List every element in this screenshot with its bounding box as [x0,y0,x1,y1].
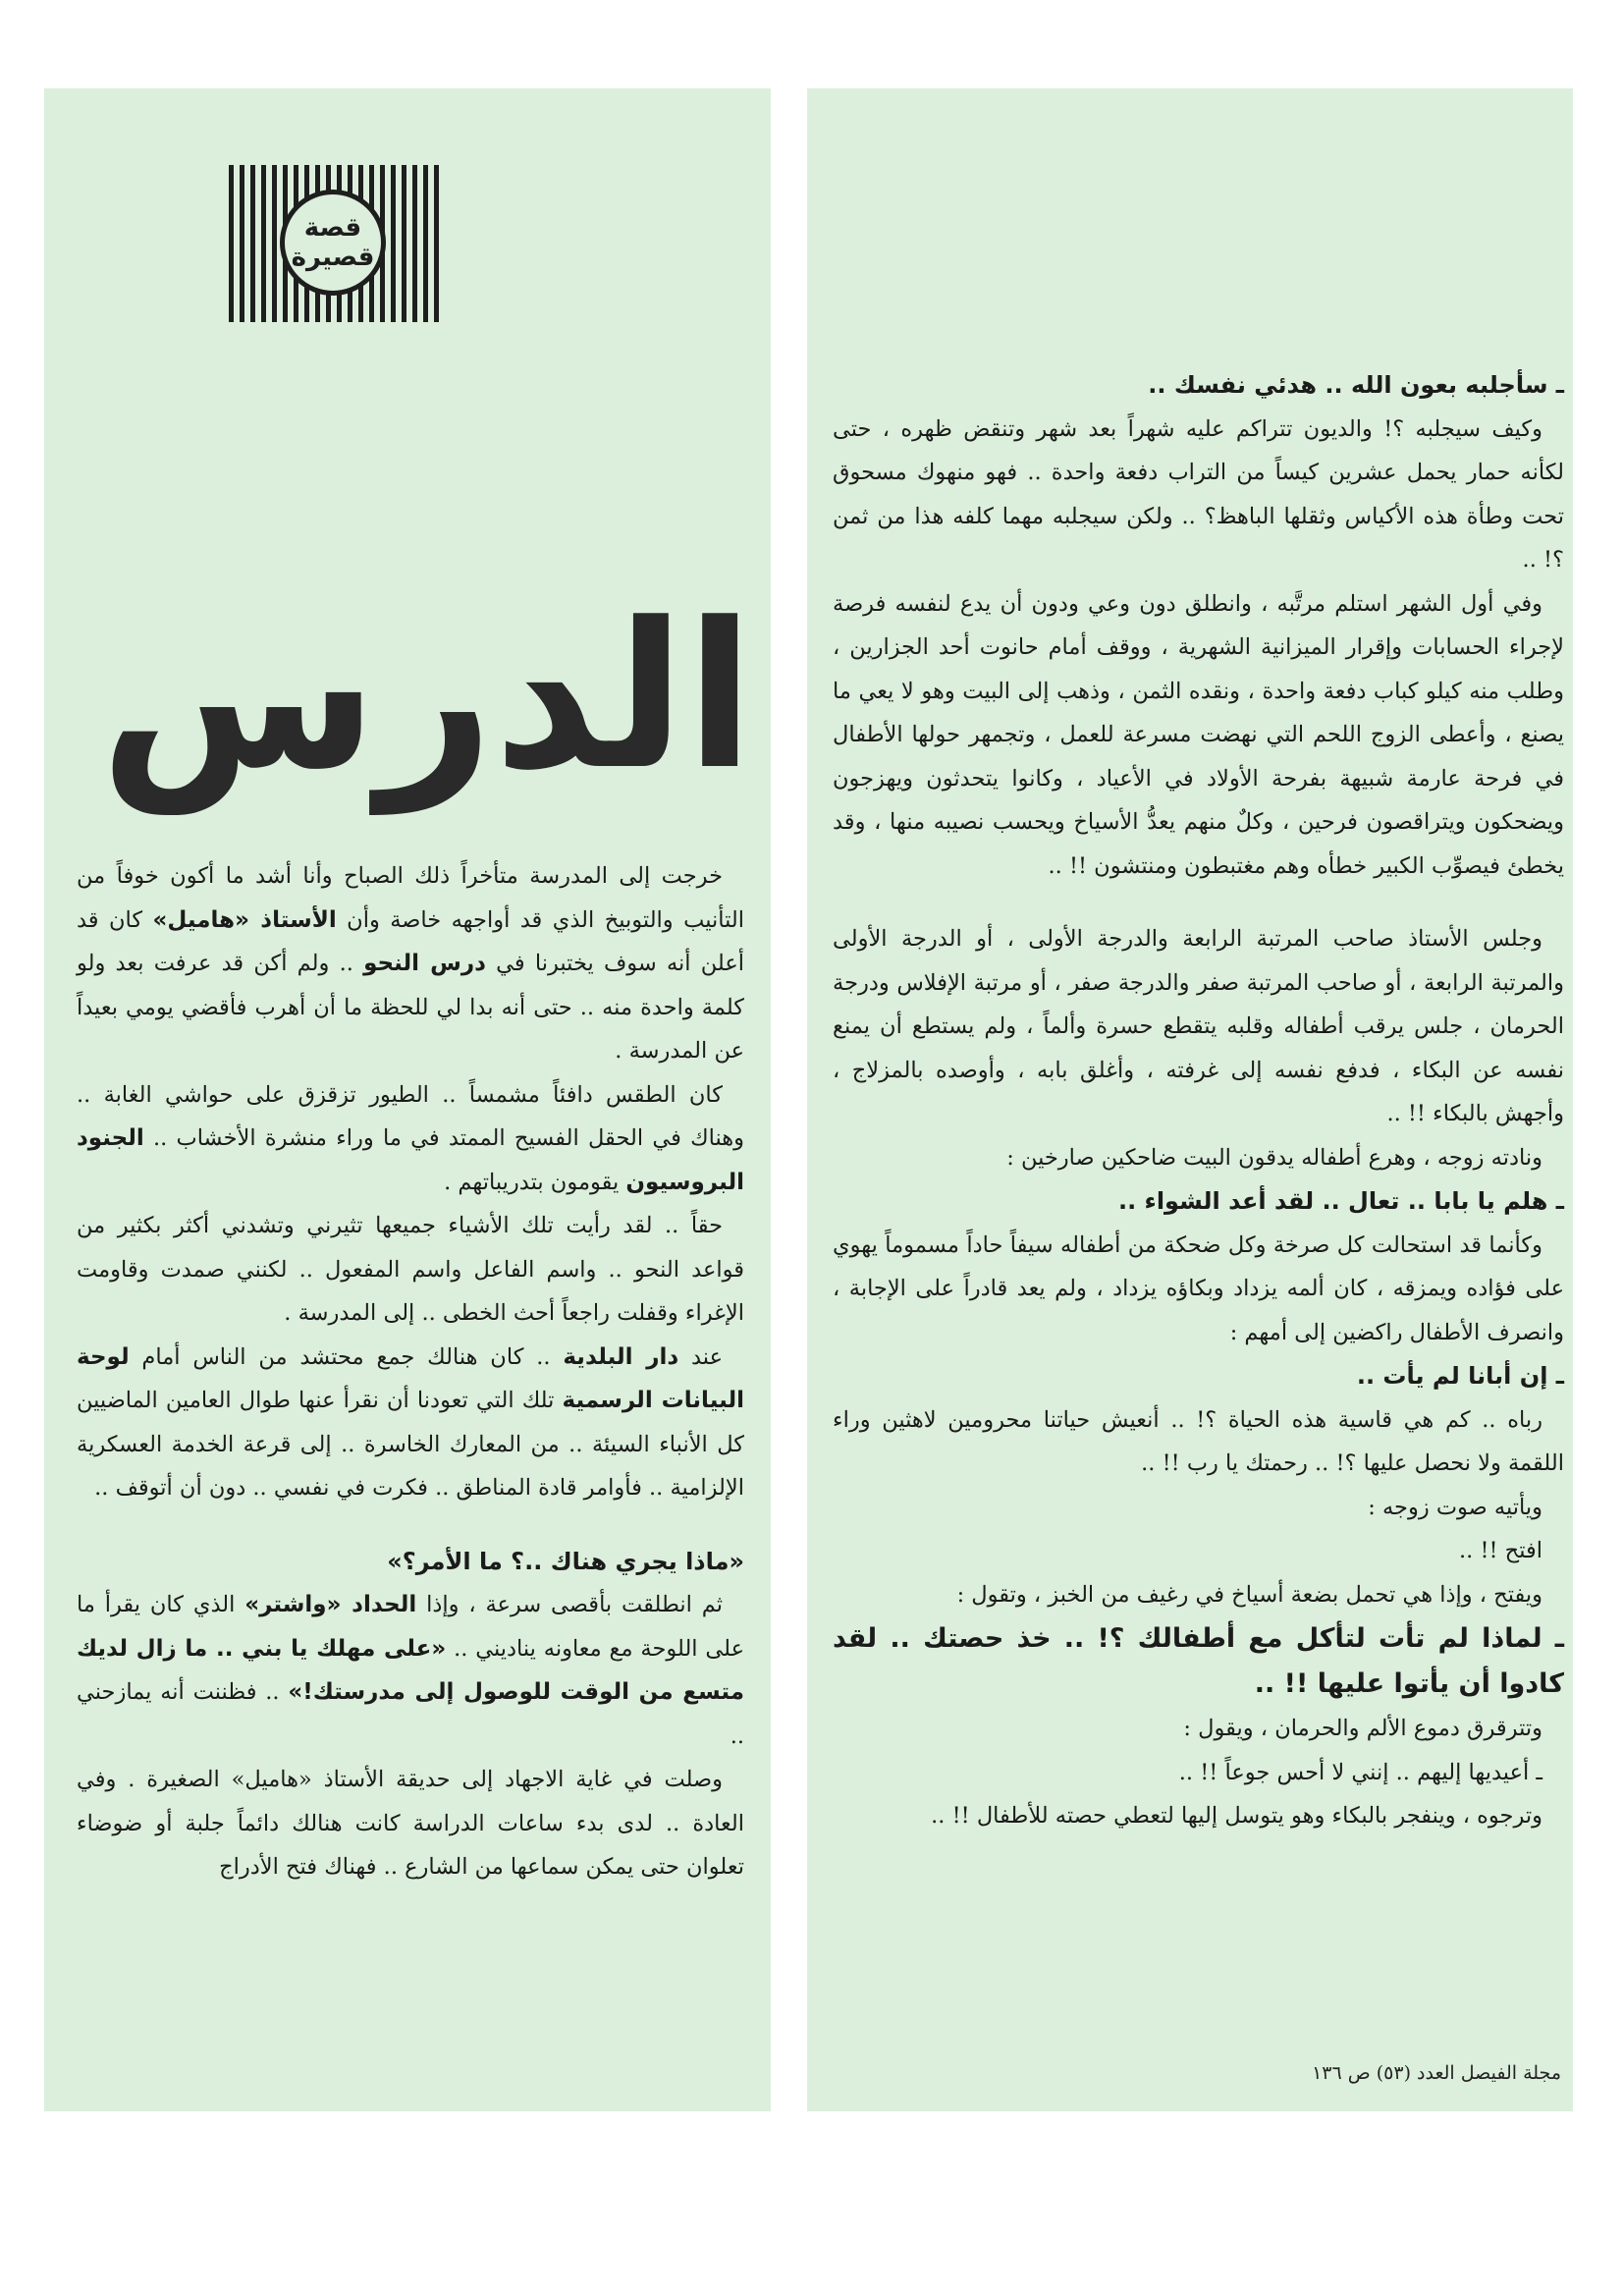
story-title: الدرس [99,579,755,814]
dialogue-line: ـ لماذا لم تأت لتأكل مع أطفالك ؟! .. خذ حصتك .. لقد كادوا أن يأتوا عليها !! .. [833,1623,1564,1699]
bold-phrase: «على مهلك يا بني .. ما زال لديك متسع من الوقت للوصول إلى مدرستك!» [77,1635,744,1705]
paragraph: عند دار البلدية .. كان هنالك جمع محتشد من الناس أمام لوحة البيانات الرسمية تلك التي تعودنا أن نقرأ عنها طوال العامين الماضيين كل الأنباء السيئة .. من المعارك الخاسرة .. إلى قرعة الخدمة العسكرية الإلزامية .. فأوامر قادة المناطق .. فكرت في نفسي .. دون أن أتوقف .. [77,1343,744,1501]
paragraph: كان الطقس دافئاً مشمساً .. الطيور تزقزق على حواشي الغابة .. وهناك في الحقل الفسيح الممتد في ما وراء منشرة الأخشاب .. الجنود البروسيون يقومون بتدريباتهم . [77,1081,744,1195]
bold-phrase: الجنود البروسيون [77,1125,744,1195]
paragraph: وصلت في غاية الاجهاد إلى حديقة الأستاذ «هاميل» الصغيرة . وفي العادة .. لدى بدء ساعات الدراسة كانت هنالك دائماً جلبة أو ضوضاء تعلوان حتى يمكن سماعها من الشارع .. فهناك فتح الأدراج [77,1767,744,1880]
page-footer: مجلة الفيصل العدد (٥٣) ص ١٣٦ [1312,2062,1561,2084]
badge-circle [280,190,386,296]
bold-phrase: دار البلدية [563,1343,679,1370]
right-column-text [833,363,1564,1838]
paragraph: وتترقرق دموع الألم والحرمان ، ويقول : [1183,1716,1542,1741]
bold-phrase: لوحة البيانات الرسمية [77,1343,744,1413]
paragraph: حقاً .. لقد رأيت تلك الأشياء جميعها تثيرني وتشدني أكثر بكثير من قواعد النحو .. واسم الفاعل واسم المفعول .. لكنني صمدت وقاومت الإغراء وقفلت راجعاً أحث الخطى .. إلى المدرسة . [77,1213,744,1326]
bold-phrase: الحداد «واشتر» [244,1592,417,1617]
paragraph: خرجت إلى المدرسة متأخراً ذلك الصباح وأنا أشد ما أكون خوفاً من التأنيب والتوبيخ الذي قد أواجهه خاصة وأن الأستاذ «هاميل» كان قد أعلن أنه سوف يختبرنا في درس النحو .. ولم أكن قد عرفت بعد ولو كلمة واحدة منه .. حتى أنه بدا لي للحظة ما أن أهرب فأقضي يومي بعيداً عن المدرسة . [77,863,744,1064]
paragraph: ثم انطلقت بأقصى سرعة ، وإذا الحداد «واشتر» الذي كان يقرأ ما على اللوحة مع معاونه يناديني .. «على مهلك يا بني .. ما زال لديك متسع من الوقت للوصول إلى مدرستك!» .. فظننت أنه يمازحني .. [77,1592,745,1749]
paragraph: وجلس الأستاذ صاحب المرتبة الرابعة والدرجة الأولى ، أو الدرجة الأولى والمرتبة الرابعة ، أو صاحب المرتبة صفر والدرجة صفر ، أو مرتبة الإفلاس ودرجة الحرمان ، جلس يرقب أطفاله وقلبه يتقطع حسرة وألماً ، ولم يستطع أن يمنع نفسه عن البكاء ، فدفع نفسه إلى غرفته ، وأغلق بابه ، وأوصده بالمزلاج ، وأجهش بالبكاء !! .. [833,926,1564,1126]
paragraph: وفي أول الشهر استلم مرتَّبه ، وانطلق دون وعي ودون أن يدع لنفسه فرصة لإجراء الحسابات وإقرار الميزانية الشهرية ، ووقف أمام حانوت أحد الجزارين ، وطلب منه كيلو كباب دفعة واحدة ، ونقده الثمن ، وذهب إلى البيت وهو لا يعي ما يصنع ، وأعطى الزوج اللحم التي نهضت مسرعة للعمل ، وتجمهر حولها الأطفال في فرحة عارمة شبيهة بفرحة الأولاد في الأعياد ، وكانوا يتحدثون ويهزجون ويضحكون ويتراقصون فرحين ، وكلٌ منهم يعدُّ الأسياخ ويحسب نصيبه منها ، وقد يخطئ فيصوِّب الكبير خطأه وهم مغتبطون ومنتشون !! .. [833,590,1564,879]
dialogue-line: ـ سأجلبه بعون الله .. هدئي نفسك .. [1148,371,1564,399]
badge-line-1: قصة [303,213,362,243]
bold-phrase: درس النحو [363,951,486,976]
dialogue-line: ـ إن أبانا لم يأت .. [1356,1362,1564,1390]
bold-phrase: الأستاذ «هاميل» [152,906,337,933]
quoted-heading: «ماذا يجري هناك ..؟ ما الأمر؟» [387,1547,744,1575]
paragraph: ونادته زوجه ، وهرع أطفاله يدقون البيت ضاحكين صارخين : [1006,1144,1542,1171]
short-story-badge [229,165,440,322]
dialogue-line: ـ هلم يا بابا .. تعال .. لقد أعد الشواء .. [1117,1187,1564,1215]
paragraph: وكيف سيجلبه ؟! والديون تتراكم عليه شهراً بعد شهر وتنقض ظهره ، حتى لكأنه حمار يحمل عشرين كيساً من التراب دفعة واحدة .. فهو منهوك مسحوق تحت وطأة هذه الأكياس وثقلها الباهظ؟ .. ولكن سيجلبه مهما كلفه هذا من ثمن ؟! .. [833,415,1564,573]
paragraph: ويفتح ، وإذا هي تحمل بضعة أسياخ في رغيف من الخبز ، وتقول : [956,1581,1542,1608]
badge-line-2: قصيرة [291,243,375,272]
paragraph: ويأتيه صوت زوجه : [1368,1494,1542,1520]
paragraph: وكأنما قد استحالت كل صرخة وكل ضحكة من أطفاله سيفاً حاداً مسموماً يهوي على فؤاده ويمزقه ، كان ألمه يزداد وبكاؤه يزداد ، ولم يعد قادراً على الإجابة ، وانصرف الأطفال راكضين إلى أمهم : [833,1231,1564,1345]
paragraph: وترجوه ، وينفجر بالبكاء وهو يتوسل إليها لتعطي حصته للأطفال !! .. [931,1803,1542,1829]
paragraph: رباه .. كم هي قاسية هذه الحياة ؟! .. أنعيش حياتنا محرومين لاهثين وراء اللقمة ولا نحصل عليها ؟! .. رحمتك يا رب !! .. [833,1406,1564,1476]
left-column-text [77,854,744,1889]
paragraph: ـ أعيديها إليهم .. إنني لا أحس جوعاً !! .. [1178,1759,1542,1785]
paragraph: افتح !! .. [1458,1538,1542,1563]
